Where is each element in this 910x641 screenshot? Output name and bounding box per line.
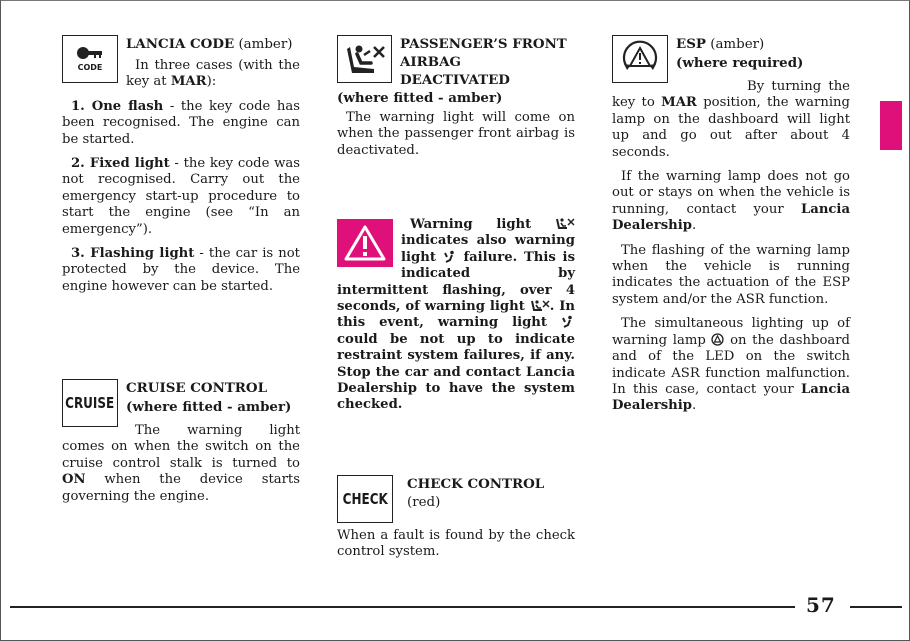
footer-rule-left xyxy=(10,606,795,608)
cruise-icon-label: CRUISE xyxy=(65,394,115,412)
code-key-icon xyxy=(62,35,118,83)
esp-p3: The flashing of the warning lamp when the vehicle is running indicates the actuation of the ESP system and/or the ASR function. xyxy=(612,242,850,307)
check-control-section xyxy=(337,475,575,569)
case3-text: - the car is not protected by the device. The engine however can be started. xyxy=(62,246,300,294)
esp-p1-key: MAR xyxy=(661,95,697,111)
case-flashing-light xyxy=(62,246,300,295)
lancia-code-title-text: LANCIA CODE xyxy=(126,36,235,52)
check-text-content: When a fault is found by the check control system. xyxy=(337,528,575,560)
lancia-code-title-suffix: (amber) xyxy=(238,37,293,52)
esp-p2-a: If the warning lamp does not go out or stays on when the vehicle is running, contact your xyxy=(612,169,850,217)
case-fixed-light xyxy=(62,156,300,238)
airbag-off-icon-2 xyxy=(530,299,550,312)
cruise-text xyxy=(62,423,300,505)
cruise-text-on: ON xyxy=(62,472,86,488)
esp-title-suffix: (amber) xyxy=(710,37,765,52)
esp-p2-b: . xyxy=(691,218,697,234)
column-right xyxy=(612,35,850,423)
cruise-subtitle-text: (where fitted - amber) xyxy=(126,399,292,415)
asr-icon xyxy=(711,333,724,346)
airbag-off-icon xyxy=(555,217,575,230)
cruise-icon xyxy=(62,379,118,427)
esp-p4-b: on the dashboard and of the LED on the switch indicate ASR function malfunction. In this case, contact your xyxy=(612,332,850,397)
case1-label: 1. One flash xyxy=(71,98,164,114)
key-icon xyxy=(75,46,105,60)
warning-part5: could be not up to indicate restraint system failures, if any. Stop the car and contact Lancia Dealership to have the system checked. xyxy=(337,331,575,413)
esp-p2-dealer: Lancia Dealership xyxy=(612,201,850,234)
esp-p4-dealer: Lancia Dealership xyxy=(612,381,850,414)
footer-rule-right xyxy=(850,606,902,608)
esp-p1-a: By turning the key to xyxy=(612,79,850,111)
exclamation-triangle-icon xyxy=(343,224,387,262)
airbag-failure-icon-2 xyxy=(561,315,575,328)
airbag-section xyxy=(337,35,575,159)
column-middle xyxy=(337,35,575,560)
check-icon xyxy=(337,475,393,523)
lancia-code-section xyxy=(62,35,300,295)
airbag-text: The warning light will come on when the passenger front airbag is deactivated. xyxy=(337,110,575,158)
esp-title-text: ESP xyxy=(676,36,706,52)
code-icon-label: CODE xyxy=(77,63,103,72)
case3-label: 3. Flashing light xyxy=(71,246,195,262)
cruise-text-1: The warning light comes on when the switch on the cruise control stalk is turned to xyxy=(62,423,300,471)
warning-part2: indicates also warning light xyxy=(401,233,575,265)
seat-airbag-icon xyxy=(344,41,386,77)
esp-p4-c: . xyxy=(691,398,697,414)
warning-box xyxy=(337,217,575,414)
section-tab xyxy=(880,101,902,150)
esp-p1-b: position, the warning lamp on the dashboard will light up and go out after about 4 seconds. xyxy=(612,95,850,160)
cruise-title-text: CRUISE CONTROL xyxy=(126,380,268,396)
warning-part4: . In this event, warning light xyxy=(337,299,575,331)
esp-icon xyxy=(612,35,668,83)
check-control-title xyxy=(407,475,575,512)
check-icon-label: CHECK xyxy=(342,490,388,508)
esp-p4-a: The simultaneous lighting up of warning lamp xyxy=(612,316,850,348)
esp-subtitle-text: (where required) xyxy=(676,55,804,71)
esp-p2 xyxy=(612,169,850,235)
airbag-failure-icon xyxy=(443,250,457,263)
airbag-title-line3: (where fitted - amber) xyxy=(337,90,503,106)
cruise-text-2: when the device starts governing the engine. xyxy=(62,472,300,504)
cruise-control-section xyxy=(62,379,300,513)
esp-p4 xyxy=(612,316,850,414)
intro-text: In three cases (with the key at xyxy=(126,58,300,90)
intro-end: ): xyxy=(206,74,217,90)
airbag-passenger-icon xyxy=(337,35,392,83)
page-number: 57 xyxy=(806,593,836,617)
check-text xyxy=(337,528,575,561)
warning-part1: Warning light xyxy=(410,217,555,232)
esp-p1 xyxy=(612,79,850,161)
check-title-text: CHECK CONTROL xyxy=(407,476,545,492)
warning-triangle-icon xyxy=(337,219,393,267)
column-left xyxy=(62,35,301,504)
airbag-title-line2: AIRBAG DEACTIVATED xyxy=(400,54,510,88)
case1-text: - the key code has been recognised. The engine can be started. xyxy=(62,98,301,147)
check-title-suffix: (red) xyxy=(407,495,441,510)
airbag-title-line1: PASSENGER’S FRONT xyxy=(400,36,567,52)
esp-section xyxy=(612,35,850,415)
case-one-flash xyxy=(62,99,300,148)
warning-part3: failure. This is indicated by intermittent flashing, over 4 seconds, of warning light xyxy=(337,249,575,315)
intro-key: MAR xyxy=(170,74,207,90)
case2-label: 2. Fixed light xyxy=(71,156,170,172)
case2-text: - the key code was not recognised. Carry out the emergency start-up procedure to start the engine (see “In an emergency”). xyxy=(62,156,301,237)
esp-triangle-arrows-icon xyxy=(619,39,661,79)
